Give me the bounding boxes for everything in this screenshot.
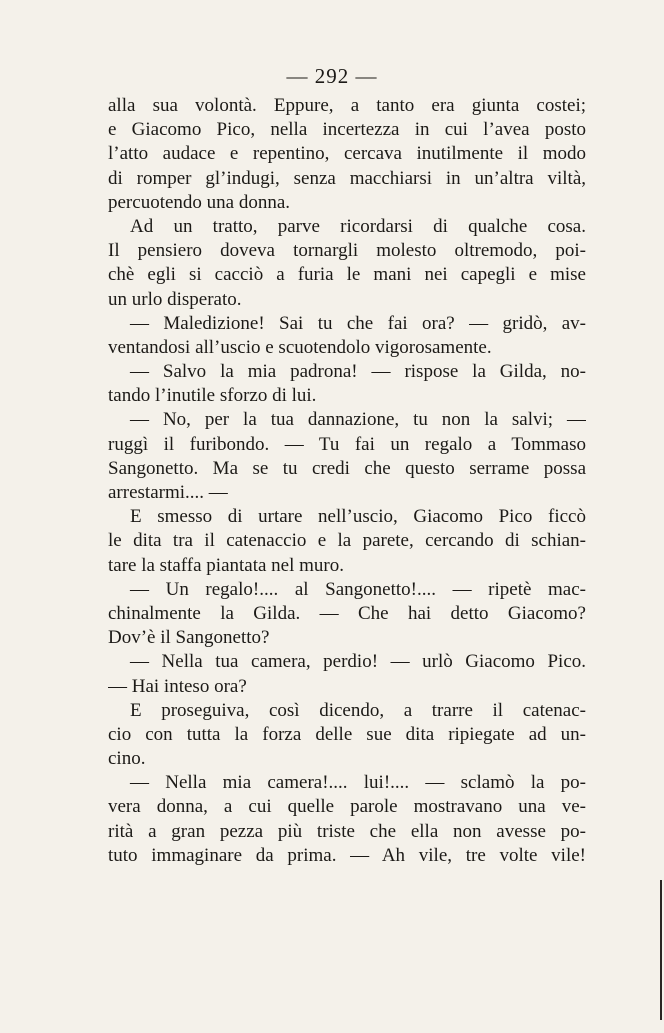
text-line: rità a gran pezza più triste che ella non avesse po- [108,820,586,842]
text-line: alla sua volontà. Eppure, a tanto era giunta costei; [108,95,586,116]
text-line: le dita tra il catenaccio e la parete, cercando di schian- [108,530,586,552]
text-line: — Maledizione! Sai tu che fai ora? — gridò, av- [130,312,586,334]
body-text [108,94,586,868]
text-line: di romper gl’indugi, senza macchiarsi in un’altra viltà, [108,167,586,189]
text-line: — No, per la tua dannazione, tu non la salvi; — [130,409,586,431]
text-line: Dov’è il Sangonetto? [108,627,270,649]
text-line: tuto immaginare da prima. — Ah vile, tre volte vile! [108,844,586,866]
text-line: percuotendo una donna. [108,191,291,213]
text-line: cio con tutta la forza delle sue dita ripiegate ad un- [108,723,586,745]
text-line: — Nella mia camera!.... lui!.... — sclamò la po- [130,772,586,794]
text-line: — Nella tua camera, perdio! — urlò Giacomo Pico. [130,651,586,673]
text-line: tando l’inutile sforzo di lui. [108,385,317,407]
text-line: E proseguiva, così dicendo, a trarre il catenac- [130,699,586,721]
text-line: Sangonetto. Ma se tu credi che questo serrame possa [108,457,586,479]
page-number: — 292 — [286,64,378,88]
text-line: chinalmente la Gilda. — Che hai detto Giacomo? [108,602,586,624]
text-line: tare la staffa piantata nel muro. [108,554,344,576]
text-line: cino. [108,748,146,770]
text-line: — Salvo la mia padrona! — rispose la Gilda, no- [130,361,586,383]
text-line: un urlo disperato. [108,288,242,310]
text-line: vera donna, a cui quelle parole mostravano una ve- [108,796,586,818]
text-line: ruggì il furibondo. — Tu fai un regalo a Tommaso [108,433,586,455]
text-line: — Un regalo!.... al Sangonetto!.... — ripetè mac- [130,578,586,600]
text-line: l’atto audace e repentino, cercava inutilmente il modo [108,143,586,165]
text-line: ventandosi all’uscio e scuotendolo vigorosamente. [108,336,492,358]
text-line: — Hai inteso ora? [108,675,247,697]
text-line: chè egli si cacciò a furia le mani nei capegli e mise [108,264,586,286]
text-line: Il pensiero doveva tornargli molesto oltremodo, poi- [108,240,586,262]
text-line: E smesso di urtare nell’uscio, Giacomo Pico ficcò [130,506,586,528]
page-edge-mark [660,880,662,1020]
text-line: arrestarmi.... — [108,482,228,503]
text-line: Ad un tratto, parve ricordarsi di qualche cosa. [130,215,586,237]
text-line: e Giacomo Pico, nella incertezza in cui l’avea posto [108,119,586,141]
